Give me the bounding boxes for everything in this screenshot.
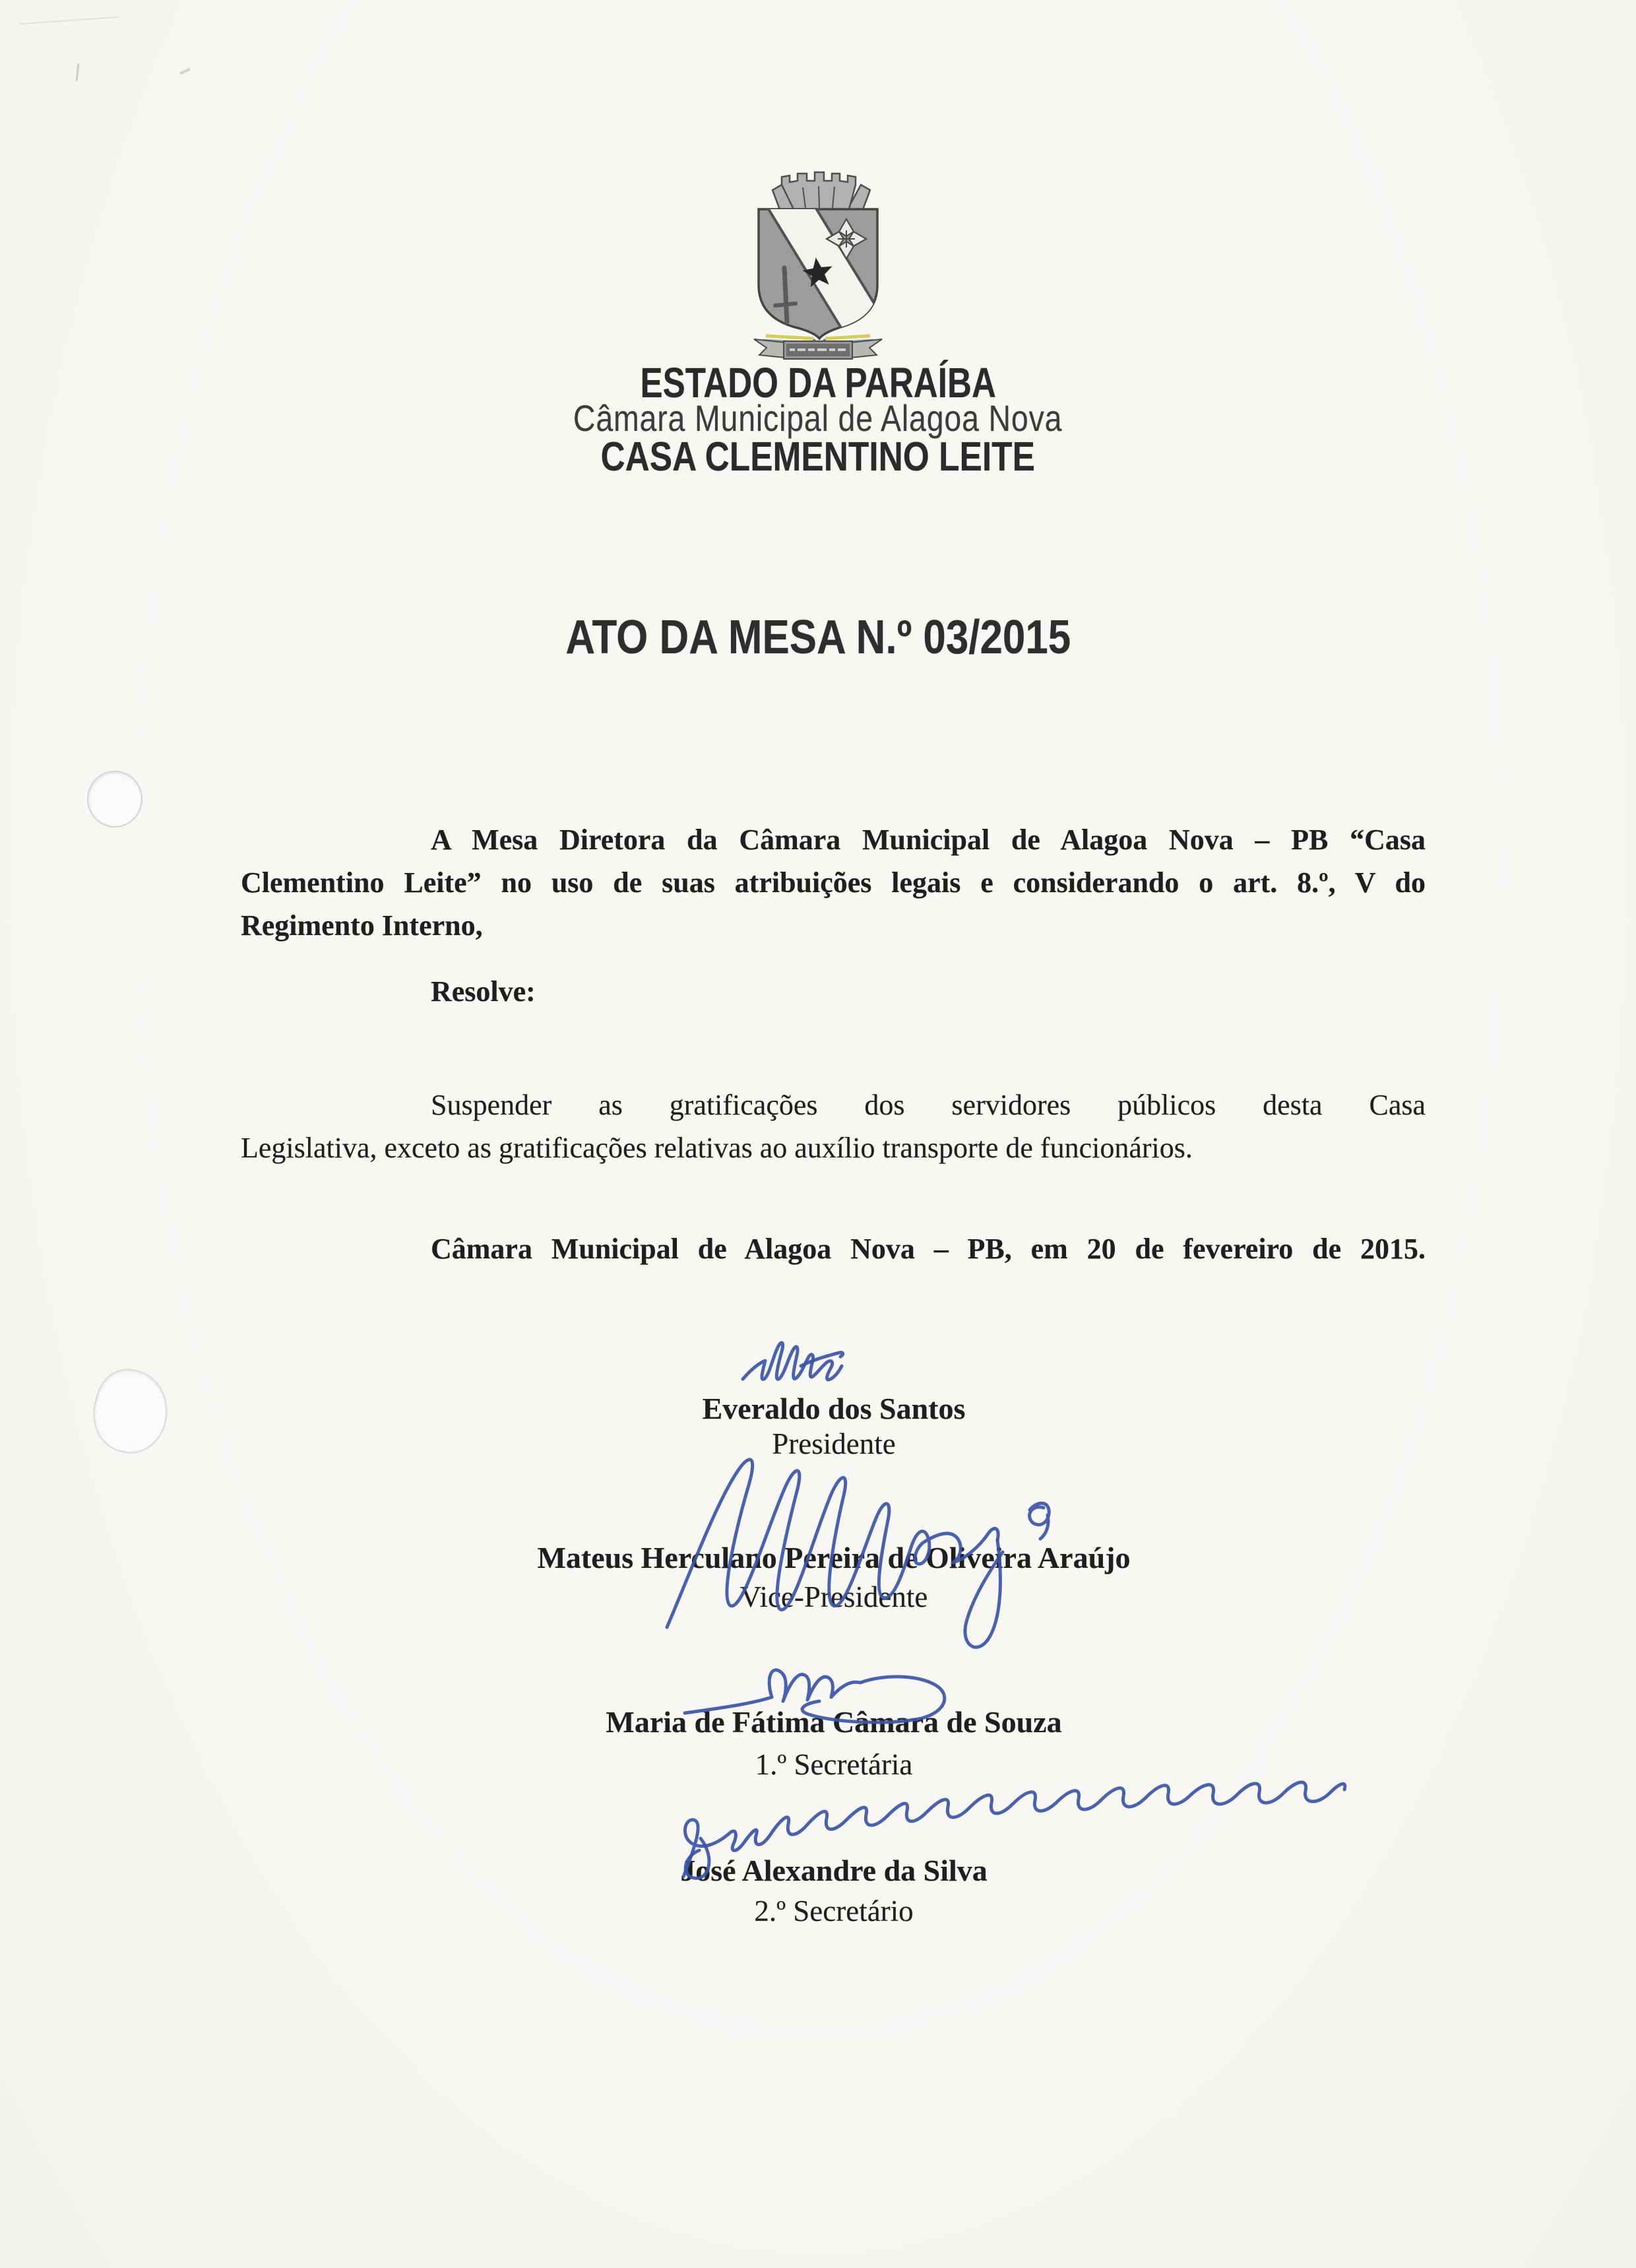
signatory-role: 2.º Secretário (754, 1895, 914, 1928)
resolve-heading (241, 970, 1426, 1013)
letterhead-municipality-label: Câmara Municipal de Alagoa Nova (573, 397, 1063, 439)
letterhead-house-label: CASA CLEMENTINO LEITE (600, 434, 1036, 480)
paragraph-line: Regimento Interno, (241, 909, 483, 942)
resolution-paragraph (241, 1084, 1426, 1169)
document-title (0, 611, 1636, 664)
handwritten-signature-jose (661, 1759, 1364, 1891)
signatory-role: Vice-Presidente (739, 1580, 928, 1613)
scan-speck (76, 63, 80, 81)
paragraph-line: Suspender as gratificações dos servidores públicos desta Casa (431, 1089, 1426, 1121)
resolve-label: Resolve: (431, 975, 536, 1008)
paragraph-line: A Mesa Diretora da Câmara Municipal de Alagoa Nova – PB “Casa (431, 824, 1426, 856)
signatory-name: Maria de Fátima Câmara de Souza (606, 1705, 1062, 1739)
signatory-role: Presidente (772, 1427, 896, 1460)
paragraph-line: Clementino Leite” no uso de suas atribuições legais e considerando o art. 8.º, V do (241, 866, 1426, 899)
document-title-label: ATO DA MESA N.º 03/2015 (565, 611, 1071, 664)
signatory-role: 1.º Secretária (755, 1748, 913, 1781)
place-date-text: Câmara Municipal de Alagoa Nova – PB, em 20 de fevereiro de 2015. (431, 1233, 1426, 1265)
handwritten-signature-maria (679, 1658, 963, 1738)
scan-speck (179, 68, 191, 75)
opening-paragraph (241, 818, 1426, 947)
signatory-name: José Alexandre da Silva (680, 1854, 988, 1887)
handwritten-signature-mateus (656, 1446, 1065, 1652)
signatory-name: Mateus Herculano Pereira de Oliveira Araújo (537, 1541, 1131, 1574)
hole-punch-mark (87, 771, 142, 827)
paragraph-line: Legislativa, exceto as gratificações relativas ao auxílio transporte de funcionários. (241, 1132, 1193, 1164)
municipal-coat-of-arms-icon (729, 153, 907, 364)
scan-crease-mark (20, 16, 119, 24)
letterhead-municipality (0, 397, 1636, 439)
signatory-name: Everaldo dos Santos (702, 1392, 966, 1425)
letterhead-state-label: ESTADO DA PARAÍBA (640, 359, 996, 406)
handwritten-signature-everaldo (740, 1337, 846, 1398)
place-date-line (241, 1227, 1426, 1270)
letterhead-house (0, 434, 1636, 480)
